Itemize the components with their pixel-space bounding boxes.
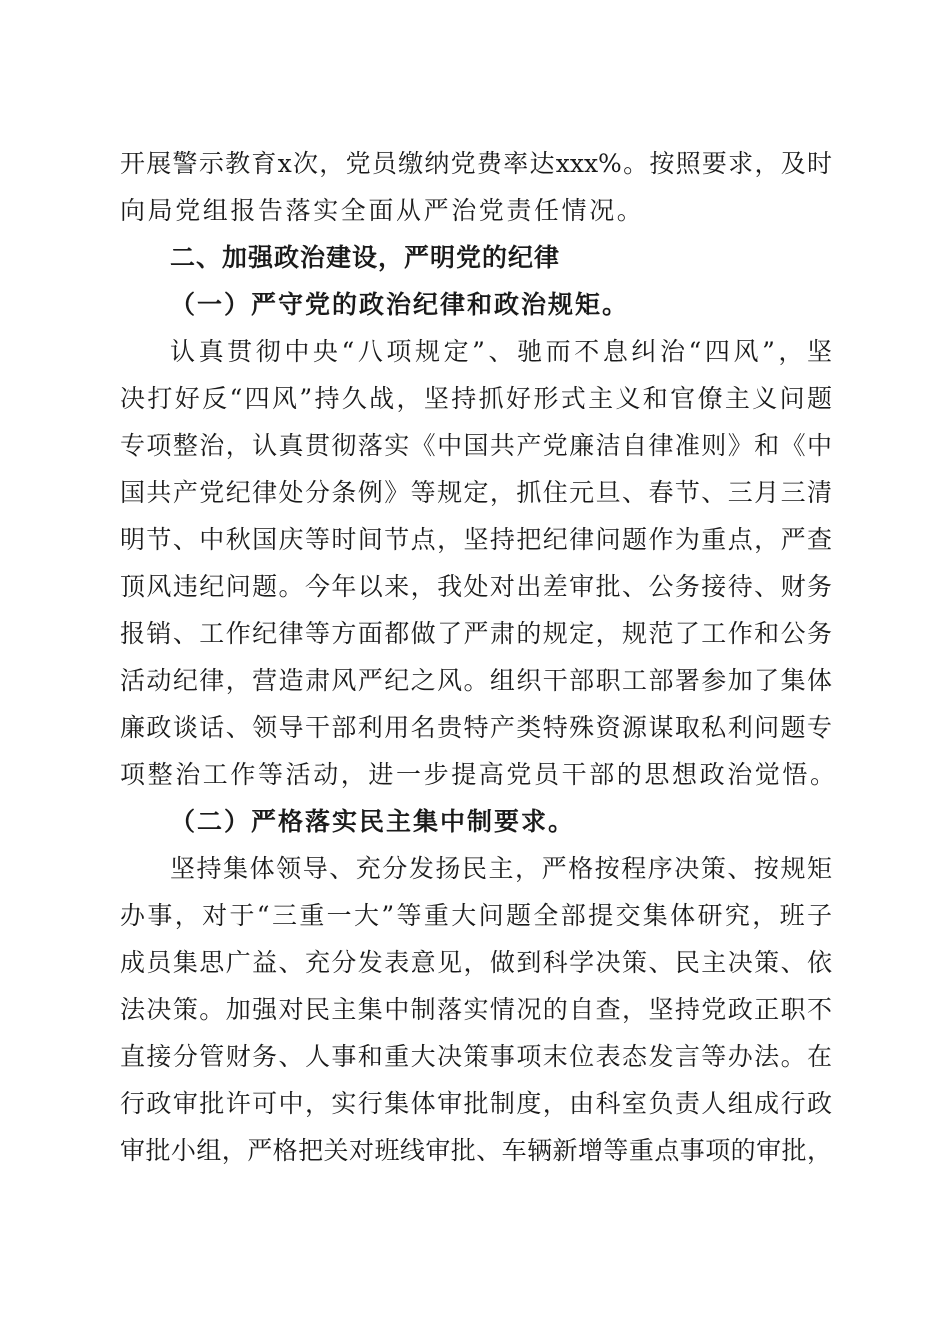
paragraph-line: 国共产党纪律处分条例》等规定，抓住元旦、春节、三月三清 — [120, 478, 832, 507]
paragraph-line: 专项整治，认真贯彻落实《中国共产党廉洁自律准则》和《中 — [120, 431, 832, 460]
paragraph-line: 成员集思广益、充分发表意见，做到科学决策、民主决策、依 — [120, 948, 832, 977]
body-line: 向局党组报告落实全面从严治党责任情况。 — [120, 196, 645, 225]
subsection-heading: （一）严守党的政治纪律和政治规矩。 — [170, 290, 630, 319]
paragraph-line: 办事，对于“三重一大”等重大问题全部提交集体研究，班子 — [120, 901, 832, 930]
paragraph-line: 行政审批许可中，实行集体审批制度，由科室负责人组成行政 — [120, 1089, 832, 1118]
body-line: 开展警示教育x次，党员缴纳党费率达xxx%。按照要求，及时 — [120, 149, 832, 178]
paragraph-line: 顶风违纪问题。今年以来，我处对出差审批、公务接待、财务 — [120, 572, 832, 601]
subsection-heading: （二）严格落实民主集中制要求。 — [170, 807, 576, 836]
paragraph-line: 决打好反“四风”持久战，坚持抓好形式主义和官僚主义问题 — [120, 384, 832, 413]
paragraph-line: 报销、工作纪律等方面都做了严肃的规定，规范了工作和公务 — [120, 619, 832, 648]
paragraph-line: 认真贯彻中央“八项规定”、驰而不息纠治“四风”，坚 — [170, 337, 832, 366]
document-body — [120, 140, 838, 1174]
paragraph-line: 坚持集体领导、充分发扬民主，严格按程序决策、按规矩 — [170, 854, 832, 883]
paragraph-line: 直接分管财务、人事和重大决策事项末位表态发言等办法。在 — [120, 1042, 832, 1071]
paragraph-line: 审批小组，严格把关对班线审批、车辆新增等重点事项的审批， — [120, 1136, 832, 1165]
paragraph-line: 活动纪律，营造肃风严纪之风。组织干部职工部署参加了集体 — [120, 666, 832, 695]
paragraph-line: 廉政谈话、领导干部利用名贵特产类特殊资源谋取私利问题专 — [120, 713, 832, 742]
paragraph-line: 法决策。加强对民主集中制落实情况的自查，坚持党政正职不 — [120, 995, 832, 1024]
paragraph-line: 明节、中秋国庆等时间节点，坚持把纪律问题作为重点，严查 — [120, 525, 832, 554]
paragraph-line: 项整治工作等活动，进一步提高党员干部的思想政治觉悟。 — [120, 760, 838, 789]
section-heading: 二、加强政治建设，严明党的纪律 — [170, 243, 561, 272]
